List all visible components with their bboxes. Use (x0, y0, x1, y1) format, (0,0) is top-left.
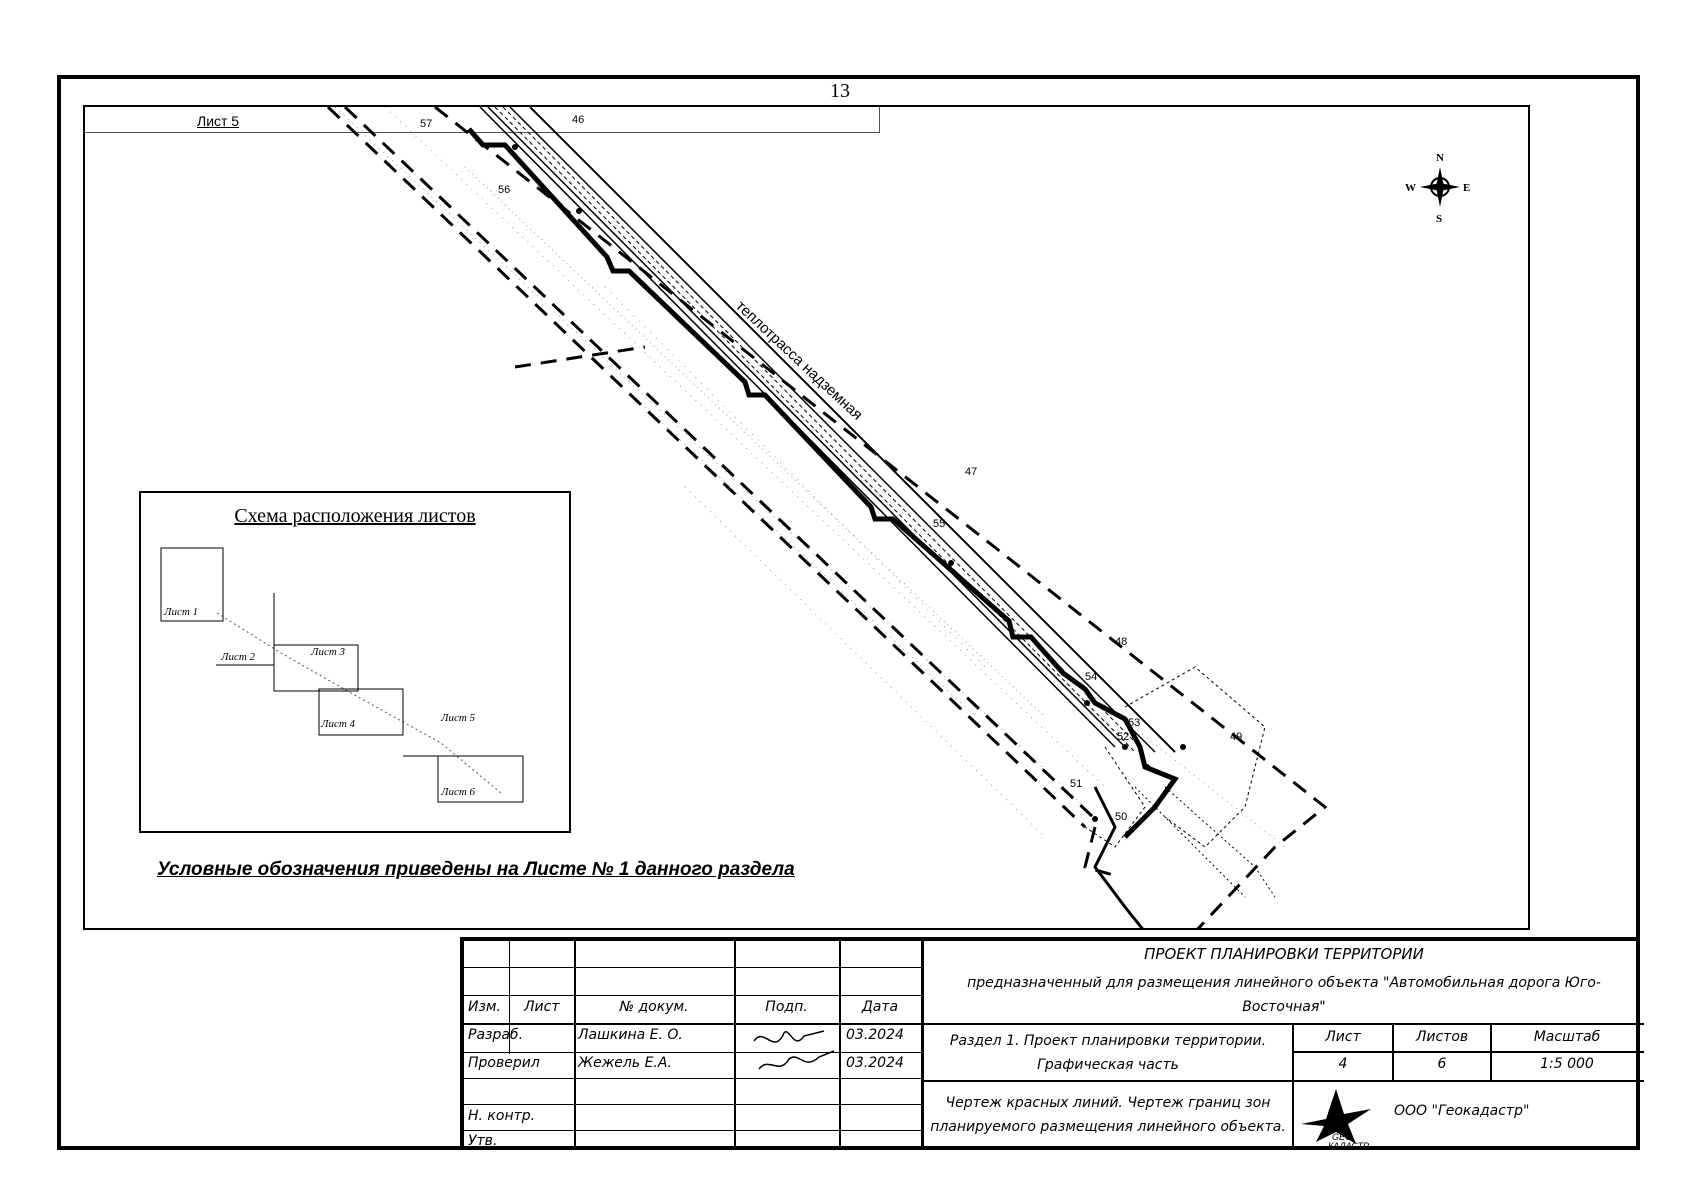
polygon-49 (1085, 667, 1275, 930)
header-date: Дата (861, 999, 899, 1015)
header-izm: Изм. (468, 999, 501, 1015)
point-label: 47 (965, 466, 978, 478)
page-number: 13 (830, 80, 850, 102)
sheets-label: Листов (1415, 1029, 1469, 1045)
logo-text-geo: GEO (1332, 1132, 1353, 1142)
company-logo-icon (1296, 1084, 1386, 1150)
sheet-tab-label: Лист 5 (197, 113, 240, 129)
compass-w: W (1405, 182, 1416, 194)
inset-sheet-label: Лист 2 (221, 651, 256, 663)
scale-label: Масштаб (1533, 1029, 1601, 1045)
map-area (83, 105, 1530, 930)
compass-s: S (1436, 213, 1443, 225)
point-label: 52 (1117, 731, 1130, 743)
sheet-label: Лист (1325, 1029, 1361, 1045)
project-subtitle: предназначенный для размещения линейного объекта "Автомобильная дорога Юго-Восточная" (967, 975, 1601, 1015)
row-role: Разраб. (468, 1027, 524, 1043)
sheets-value: 6 (1437, 1056, 1447, 1072)
red-line (469, 129, 1175, 837)
pipeline (480, 107, 1175, 752)
row-role: Н. контр. (468, 1108, 536, 1124)
point-label: 53 (1128, 717, 1141, 729)
row-date: 03.2024 (846, 1027, 904, 1043)
point-label: 56 (498, 184, 511, 196)
sheet-layout-diagram (141, 493, 569, 831)
inset-sheet-label: Лист 4 (321, 718, 356, 730)
compass-rose (1405, 147, 1475, 231)
inset-sheet-label: Лист 6 (441, 786, 476, 798)
point-label: 46 (572, 114, 585, 126)
title-block (460, 937, 1640, 1150)
compass-n: N (1436, 152, 1444, 164)
inset-sheet-label: Лист 5 (441, 712, 476, 724)
route-label: теплотрасса надземная (732, 297, 866, 424)
row-role: Утв. (468, 1133, 498, 1149)
sheet-value: 4 (1338, 1056, 1348, 1072)
row-name: Лашкина Е. О. (578, 1027, 683, 1043)
point-label: 54 (1085, 671, 1098, 683)
inset-title: Схема расположения листов (234, 505, 476, 527)
row-name: Жежель Е.А. (578, 1055, 672, 1071)
header-sign: Подп. (765, 999, 808, 1015)
inset-sheet-label: Лист 1 (164, 606, 199, 618)
compass-e: E (1463, 182, 1471, 194)
project-title: ПРОЕКТ ПЛАНИРОВКИ ТЕРРИТОРИИ (1144, 945, 1424, 963)
drawing-title: Чертеж красных линий. Чертеж границ зон планируемого размещения линейного объекта. (930, 1095, 1286, 1135)
point-label: 55 (933, 518, 946, 530)
header-list: Лист (524, 999, 560, 1015)
inset-sheet-label: Лист 3 (311, 646, 346, 658)
header-doc: № докум. (619, 999, 689, 1015)
logo-text-kadastr: КАДАСТР (1328, 1141, 1369, 1150)
scale-value: 1:5 000 (1540, 1056, 1594, 1072)
sheet-layout-inset (139, 491, 571, 833)
point-label: 48 (1115, 636, 1128, 648)
company-name: ООО "Геокадастр" (1394, 1103, 1530, 1119)
row-role: Проверил (468, 1055, 540, 1071)
point-label: 50 (1115, 811, 1128, 823)
row-date: 03.2024 (846, 1055, 904, 1071)
section-title: Раздел 1. Проект планировки территории. Графическая часть (949, 1033, 1267, 1073)
point-label: 57 (420, 118, 433, 130)
point-label: 49 (1230, 731, 1243, 743)
signature-image (744, 1021, 839, 1081)
point-label: 51 (1070, 778, 1083, 790)
legend-note: Условные обозначения приведены на Листе № 1 данного раздела (157, 859, 795, 880)
